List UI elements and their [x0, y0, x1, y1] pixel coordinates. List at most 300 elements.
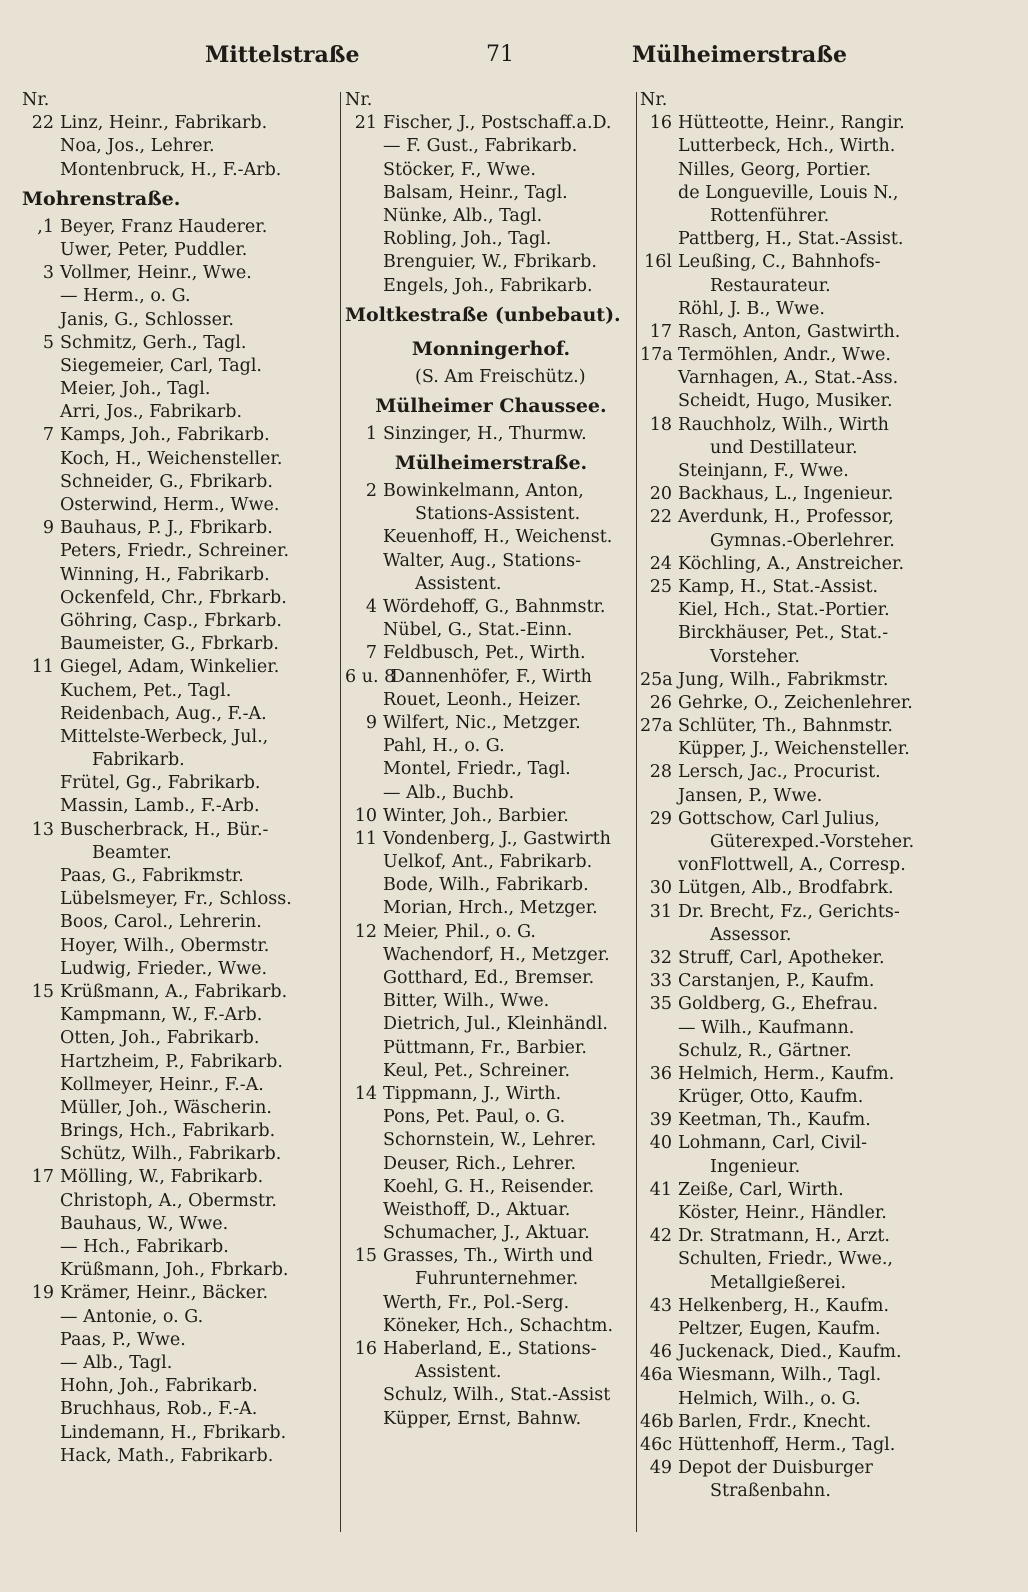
directory-entry: [22, 680, 342, 703]
resident-text: Keetman, Th., Kaufm.: [678, 1110, 871, 1131]
resident-text: — Alb., Tagl.: [60, 1352, 173, 1373]
directory-entry: [22, 610, 342, 633]
resident-text: Baumeister, G., Fbrkarb.: [60, 634, 279, 655]
directory-entry: [640, 1225, 1000, 1248]
directory-entry: [640, 993, 1000, 1016]
resident-text: Schütz, Wilh., Fabrikarb.: [60, 1144, 282, 1165]
directory-entry: [640, 877, 1000, 900]
directory-entry: [640, 622, 1000, 645]
directory-entry: [22, 795, 342, 818]
resident-text: Schulten, Friedr., Wwe.,: [678, 1249, 893, 1270]
house-number: 9: [42, 518, 54, 539]
directory-entry: [22, 1236, 342, 1259]
house-number: 43: [649, 1295, 672, 1316]
directory-entry: [640, 715, 1000, 738]
resident-text: Krüßmann, Joh., Fbrkarb.: [60, 1260, 289, 1281]
directory-entry: [22, 448, 342, 471]
directory-entry: [345, 1245, 637, 1268]
resident-text: Hohn, Joh., Fabrikarb.: [60, 1376, 258, 1397]
resident-text: Meier, Joh., Tagl.: [60, 379, 211, 400]
directory-entry: [22, 424, 342, 447]
resident-text: Meier, Phil., o. G.: [383, 921, 536, 942]
house-number: 36: [649, 1063, 672, 1084]
street-heading: Moltkestraße (unbebaut).: [345, 303, 621, 326]
resident-text: Schneider, G., Fbrikarb.: [60, 471, 273, 492]
directory-entry: [345, 1037, 637, 1060]
nr-label: Nr.: [345, 90, 373, 110]
house-number: 41: [649, 1179, 672, 1200]
directory-entry: [640, 205, 1000, 228]
resident-text: Janis, G., Schlosser.: [60, 309, 234, 330]
directory-entry: [345, 135, 637, 158]
resident-text: Barlen, Frdr., Knecht.: [678, 1411, 872, 1432]
street-heading: Mülheimerstraße.: [394, 452, 588, 475]
directory-entry: [22, 332, 342, 355]
house-number: 16: [354, 1339, 377, 1359]
resident-text: Kollmeyer, Heinr., F.-A.: [60, 1074, 264, 1095]
directory-entry: [345, 573, 637, 596]
directory-entry: [640, 1341, 1000, 1364]
directory-entry: [22, 865, 342, 888]
resident-text: Dannenhöfer, F., Wirth: [391, 666, 592, 687]
resident-text: Kamps, Joh., Fabrikarb.: [60, 425, 270, 446]
house-number: 28: [649, 762, 672, 783]
house-number: 32: [649, 947, 672, 968]
directory-entry: [345, 1060, 637, 1083]
resident-text: Buscherbrack, H., Bür.-: [60, 819, 269, 840]
resident-text: Schornstein, W., Lehrer.: [383, 1130, 597, 1151]
resident-text: Jung, Wilh., Fabrikmstr.: [678, 669, 889, 690]
directory-entry: [345, 782, 637, 805]
resident-text: Nübel, G., Stat.-Einn.: [383, 620, 573, 641]
directory-entry: [22, 888, 342, 911]
directory-entry: [640, 924, 1000, 947]
directory-entry: [345, 275, 637, 298]
directory-entry: [345, 828, 637, 851]
directory-entry: [22, 587, 342, 610]
directory-entry: [640, 1040, 1000, 1063]
directory-entry: [345, 897, 637, 920]
house-number: 29: [649, 808, 672, 829]
resident-text: Schumacher, J., Aktuar.: [383, 1223, 590, 1244]
resident-text: Wilfert, Nic., Metzger.: [383, 712, 581, 733]
resident-text: Bowinkelmann, Anton,: [383, 481, 584, 502]
resident-text: Gottschow, Carl Julius,: [678, 808, 880, 829]
directory-entry: [640, 831, 1000, 854]
directory-entry: [22, 1027, 342, 1050]
street-heading: Mülheimer Chaussee.: [375, 394, 607, 417]
resident-text: Kuchem, Pet., Tagl.: [60, 680, 232, 701]
resident-text: Beamter.: [92, 842, 172, 863]
resident-text: vonFlottwell, A., Corresp.: [678, 855, 906, 876]
house-number: 7: [42, 425, 54, 446]
resident-text: Rasch, Anton, Gastwirth.: [678, 321, 901, 342]
directory-entry: [640, 669, 1000, 692]
directory-entry: [640, 970, 1000, 993]
directory-entry: [22, 159, 342, 182]
directory-entry: [22, 1190, 342, 1213]
directory-entry: [345, 1176, 637, 1199]
directory-entry: [345, 526, 637, 549]
resident-text: (S. Am Freischütz.): [415, 366, 586, 387]
directory-entry: [345, 874, 637, 897]
resident-text: Schulz, Wilh., Stat.-Assist: [383, 1385, 611, 1406]
resident-text: Frütel, Gg., Fabrikarb.: [60, 773, 261, 794]
directory-entry: [345, 366, 637, 389]
resident-text: Krüßmann, A., Fabrikarb.: [60, 981, 288, 1002]
resident-text: Otten, Joh., Fabrikarb.: [60, 1028, 260, 1049]
directory-entry: [22, 633, 342, 656]
resident-text: — Herm., o. G.: [60, 286, 191, 307]
resident-text: Birckhäuser, Pet., Stat.-: [678, 623, 889, 644]
resident-text: Weisthoff, D., Aktuar.: [383, 1199, 571, 1220]
house-number: 22: [31, 113, 54, 134]
house-number: 30: [649, 878, 672, 899]
directory-entry: [345, 251, 637, 274]
directory-entry: [22, 471, 342, 494]
house-number: 9: [365, 712, 377, 733]
resident-text: Bauhaus, W., Wwe.: [60, 1213, 229, 1234]
directory-entry: [22, 216, 342, 239]
house-number: 25: [649, 576, 672, 597]
directory-entry: [22, 1445, 342, 1468]
resident-text: Stöcker, F., Wwe.: [383, 159, 536, 180]
house-number: 16: [649, 113, 672, 134]
directory-entry: [22, 1398, 342, 1421]
directory-entry: [640, 390, 1000, 413]
resident-text: Köchling, A., Anstreicher.: [678, 553, 905, 574]
resident-text: Winning, H., Fabrikarb.: [60, 564, 270, 585]
directory-entry: [22, 1352, 342, 1375]
resident-text: Güterexped.-Vorsteher.: [710, 832, 915, 852]
resident-text: Wiesmann, Wilh., Tagl.: [678, 1365, 882, 1386]
resident-text: Gymnas.-Oberlehrer.: [710, 530, 895, 551]
resident-text: Assistent.: [415, 573, 502, 594]
resident-text: Krüger, Otto, Kaufm.: [678, 1087, 864, 1108]
resident-text: Jansen, P., Wwe.: [678, 785, 823, 806]
directory-entry: [22, 726, 342, 749]
resident-text: Giegel, Adam, Winkelier.: [60, 657, 280, 678]
house-number: 13: [31, 819, 54, 840]
house-number: 4: [365, 597, 377, 617]
resident-text: Reidenbach, Aug., F.-A.: [60, 703, 267, 724]
directory-entry: [640, 947, 1000, 970]
house-number: 46b: [640, 1411, 674, 1432]
directory-entry: [345, 921, 637, 944]
directory-entry: [22, 378, 342, 401]
street-heading: Monningerhof.: [411, 337, 571, 360]
resident-text: Wördehoff, G., Bahnmstr.: [383, 597, 606, 617]
directory-entry: [640, 1248, 1000, 1271]
resident-text: Hack, Math., Fabrikarb.: [60, 1445, 274, 1466]
directory-entry: [22, 355, 342, 378]
directory-entry: [22, 1259, 342, 1282]
directory-entry: [345, 1222, 637, 1245]
resident-text: — Alb., Buchb.: [383, 782, 515, 803]
resident-text: Brings, Hch., Fabrikarb.: [60, 1121, 276, 1142]
directory-entry: [640, 506, 1000, 529]
directory-entry: [22, 1422, 342, 1445]
directory-entry: [345, 666, 637, 689]
directory-entry: [640, 1364, 1000, 1387]
house-number: 11: [31, 657, 54, 678]
directory-entry: [345, 1408, 637, 1431]
house-number: 6 u. 8: [345, 666, 396, 687]
directory-entry: [640, 646, 1000, 669]
directory-entry: [345, 1083, 637, 1106]
resident-text: Fabrikarb.: [92, 750, 185, 771]
resident-text: Röhl, J. B., Wwe.: [678, 298, 825, 319]
resident-text: Goldberg, G., Ehefrau.: [678, 994, 879, 1015]
resident-text: Assistent.: [415, 1362, 502, 1383]
directory-entry: [640, 530, 1000, 553]
resident-text: Carstanjen, P., Kaufm.: [678, 971, 875, 992]
directory-entry: [345, 182, 637, 205]
directory-entry: [640, 1480, 1000, 1503]
directory-entry: [640, 854, 1000, 877]
directory-entry: [640, 1132, 1000, 1155]
directory-entry: [22, 1004, 342, 1027]
resident-text: Nünke, Alb., Tagl.: [383, 205, 543, 226]
resident-text: Kamp, H., Stat.-Assist.: [678, 576, 879, 597]
resident-text: Paas, P., Wwe.: [60, 1329, 186, 1350]
house-number: 5: [42, 332, 54, 353]
resident-text: Feldbusch, Pet., Wirth.: [383, 643, 586, 664]
directory-entry: [345, 805, 637, 828]
resident-text: Peters, Friedr., Schreiner.: [60, 541, 290, 562]
resident-text: Bode, Wilh., Fabrikarb.: [383, 875, 589, 896]
resident-text: Wachendorf, H., Metzger.: [383, 944, 610, 965]
directory-entry: [640, 112, 1000, 135]
directory-entry: [640, 251, 1000, 274]
resident-text: Dietrich, Jul., Kleinhändl.: [383, 1014, 608, 1035]
house-number: 49: [649, 1458, 672, 1479]
directory-entry: [22, 262, 342, 285]
resident-text: Sinzinger, H., Thurmw.: [383, 423, 587, 444]
directory-entry: [345, 1268, 637, 1291]
house-number: 17a: [640, 345, 673, 366]
house-number: 24: [649, 553, 672, 574]
directory-entry: [640, 1156, 1000, 1179]
resident-text: Mittelste-Werbeck, Jul.,: [60, 726, 269, 747]
directory-entry: [345, 642, 637, 665]
directory-entry: [640, 1086, 1000, 1109]
directory-entry: [640, 437, 1000, 460]
resident-text: Peltzer, Eugen, Kaufm.: [678, 1318, 881, 1339]
resident-text: Bauhaus, P. J., Fbrikarb.: [60, 518, 273, 539]
house-number: 2: [365, 481, 377, 502]
resident-text: Varnhagen, A., Stat.-Ass.: [678, 368, 899, 389]
house-number: 15: [31, 981, 54, 1002]
header-left-street: Mittelstraße: [205, 42, 360, 68]
resident-text: Köneker, Hch., Schachtm.: [383, 1315, 614, 1336]
directory-entry: [640, 1202, 1000, 1225]
resident-text: Pattberg, H., Stat.-Assist.: [678, 229, 904, 250]
resident-text: Rottenführer.: [710, 205, 830, 226]
resident-text: Mölling, W., Fabrikarb.: [60, 1167, 264, 1188]
directory-entry: [345, 112, 637, 135]
directory-entry: [640, 1179, 1000, 1202]
resident-text: Osterwind, Herm., Wwe.: [60, 495, 280, 515]
directory-entry: [640, 901, 1000, 924]
resident-text: Werth, Fr., Pol.-Serg.: [383, 1292, 570, 1313]
directory-entry: [345, 619, 637, 642]
resident-text: Stations-Assistent.: [415, 504, 581, 525]
resident-text: Noa, Jos., Lehrer.: [60, 136, 215, 157]
house-number: 22: [649, 507, 672, 528]
resident-text: Beyer, Franz Hauderer.: [60, 216, 268, 237]
directory-entry: [640, 182, 1000, 205]
house-number: ,1: [37, 216, 54, 237]
resident-text: Lohmann, Carl, Civil-: [678, 1133, 868, 1154]
house-number: 3: [42, 263, 54, 284]
directory-entry: [22, 981, 342, 1004]
resident-text: Montel, Friedr., Tagl.: [383, 759, 571, 780]
directory-entry: [640, 761, 1000, 784]
directory-entry: [640, 483, 1000, 506]
resident-text: Vollmer, Heinr., Wwe.: [60, 263, 252, 284]
resident-text: Massin, Lamb., F.-Arb.: [60, 796, 260, 817]
resident-text: Arri, Jos., Fabrikarb.: [60, 402, 243, 423]
resident-text: Hütteotte, Heinr., Rangir.: [678, 113, 905, 134]
directory-entry: [345, 1153, 637, 1176]
directory-entry: [345, 480, 637, 503]
directory-entry: [345, 735, 637, 758]
house-number: 33: [649, 971, 672, 992]
house-number: 18: [649, 414, 672, 435]
resident-text: Bitter, Wilh., Wwe.: [383, 991, 550, 1012]
directory-entry: [640, 1063, 1000, 1086]
resident-text: Küpper, J., Weichensteller.: [678, 739, 910, 760]
directory-entry: [640, 692, 1000, 715]
directory-entry: [345, 1106, 637, 1129]
directory-entry: [640, 1388, 1000, 1411]
house-number: 27a: [640, 716, 673, 737]
resident-text: Tippmann, J., Wirth.: [383, 1083, 562, 1104]
directory-entry: [22, 564, 342, 587]
resident-text: und Destillateur.: [710, 437, 858, 458]
directory-entry: [22, 401, 342, 424]
directory-entry: [22, 540, 342, 563]
house-number: 39: [649, 1110, 672, 1131]
house-number: 14: [354, 1083, 377, 1104]
house-number: 25a: [640, 669, 673, 690]
directory-entry: [640, 159, 1000, 182]
resident-text: Schlüter, Th., Bahnmstr.: [678, 716, 893, 737]
house-number: 35: [649, 994, 672, 1015]
directory-entry: [640, 414, 1000, 437]
resident-text: de Longueville, Louis N.,: [678, 182, 899, 203]
resident-text: Müller, Joh., Wäscherin.: [60, 1097, 272, 1118]
house-number: 12: [354, 921, 377, 942]
directory-entry: [22, 517, 342, 540]
page-number: 71: [486, 42, 514, 67]
directory-entry: [345, 712, 637, 735]
directory-entry: [640, 344, 1000, 367]
resident-text: Ockenfeld, Chr., Fbrkarb.: [60, 587, 287, 608]
resident-text: Lütgen, Alb., Brodfabrk.: [678, 878, 894, 899]
resident-text: Montenbruck, H., F.-Arb.: [60, 159, 282, 180]
street-heading: Mohrenstraße.: [22, 187, 181, 210]
house-number: 46: [649, 1342, 672, 1363]
directory-entry: [345, 228, 637, 251]
page-header: [0, 42, 1028, 78]
house-number: 31: [649, 901, 672, 922]
resident-text: Hartzheim, P., Fabrikarb.: [60, 1051, 283, 1072]
resident-text: — Wilh., Kaufmann.: [678, 1017, 855, 1038]
resident-text: Vorsteher.: [710, 646, 800, 667]
resident-text: Krämer, Heinr., Bäcker.: [60, 1283, 269, 1304]
house-number: 15: [354, 1246, 377, 1267]
directory-entry: [345, 689, 637, 712]
resident-text: Depot der Duisburger: [678, 1458, 873, 1479]
directory-entry: [640, 808, 1000, 831]
directory-entry: [22, 842, 342, 865]
resident-text: Balsam, Heinr., Tagl.: [383, 182, 568, 203]
resident-text: Gotthard, Ed., Bremser.: [383, 968, 595, 988]
directory-entry: [345, 758, 637, 781]
resident-text: Pahl, H., o. G.: [383, 736, 505, 757]
resident-text: Morian, Hrch., Metzger.: [383, 898, 598, 919]
resident-text: Haberland, E., Stations-: [383, 1339, 597, 1359]
directory-entry: [640, 321, 1000, 344]
resident-text: Steinjann, F., Wwe.: [678, 461, 849, 481]
directory-entry: [640, 1272, 1000, 1295]
directory-entry: [22, 1097, 342, 1120]
directory-entry: [640, 228, 1000, 251]
directory-entry: [22, 285, 342, 308]
house-number: 46c: [640, 1434, 673, 1455]
directory-entry: [640, 1295, 1000, 1318]
house-number: 46a: [640, 1365, 673, 1386]
resident-text: Fischer, J., Postschaff.a.D.: [383, 113, 612, 134]
house-number: 21: [354, 113, 377, 134]
resident-text: Lindemann, H., Fbrikarb.: [60, 1422, 287, 1443]
resident-text: Linz, Heinr., Fabrikarb.: [60, 113, 268, 134]
directory-entry: [22, 494, 342, 517]
directory-entry: [640, 1017, 1000, 1040]
resident-text: Uelkof, Ant., Fabrikarb.: [383, 852, 593, 873]
directory-entry: [22, 1143, 342, 1166]
resident-text: Keuenhoff, H., Weichenst.: [383, 527, 613, 548]
directory-entry: [640, 1109, 1000, 1132]
directory-entry: [22, 309, 342, 332]
resident-text: — F. Gust., Fabrikarb.: [383, 136, 578, 157]
resident-text: Göhring, Casp., Fbrkarb.: [60, 610, 282, 631]
resident-text: Siegemeier, Carl, Tagl.: [60, 355, 262, 376]
column-2: [345, 89, 637, 1431]
directory-entry: [22, 703, 342, 726]
directory-entry: [640, 1434, 1000, 1457]
directory-entry: [640, 576, 1000, 599]
house-number: 19: [31, 1283, 54, 1304]
resident-text: Keul, Pet., Schreiner.: [383, 1060, 571, 1081]
house-number: 17: [649, 321, 672, 342]
directory-entry: [345, 159, 637, 182]
directory-entry: [345, 596, 637, 619]
resident-text: Schmitz, Gerh., Tagl.: [60, 332, 247, 353]
directory-entry: [22, 239, 342, 262]
resident-text: Deuser, Rich., Lehrer.: [383, 1153, 577, 1174]
directory-entry: [345, 851, 637, 874]
resident-text: Lutterbeck, Hch., Wirth.: [678, 136, 896, 157]
resident-text: Köster, Heinr., Händler.: [678, 1203, 887, 1223]
directory-entry: [345, 1129, 637, 1152]
resident-text: Zeiße, Carl, Wirth.: [678, 1179, 844, 1200]
resident-text: Schulz, R., Gärtner.: [678, 1040, 852, 1061]
house-number: 26: [649, 692, 672, 713]
directory-entry: [22, 911, 342, 934]
